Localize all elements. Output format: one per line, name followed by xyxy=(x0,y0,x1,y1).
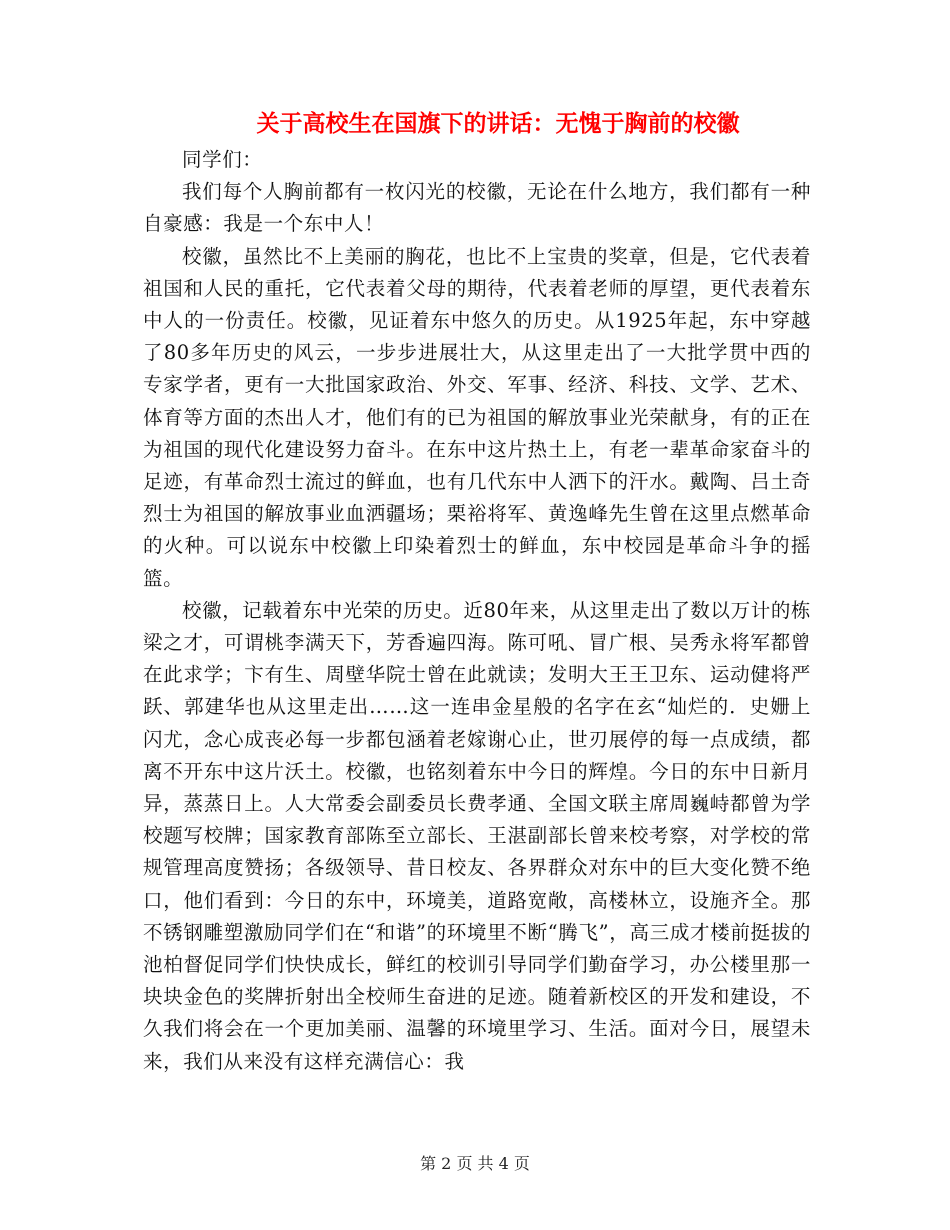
paragraph-1: 我们每个人胸前都有一枚闪光的校徽，无论在什么地方，我们都有一种自豪感：我是一个东中人！ xyxy=(143,180,811,236)
paragraph-3: 校徽，记载着东中光荣的历史。近80年来，从这里走出了数以万计的栋梁之才，可谓桃李满天下，芳香遍四海。陈可吼、冒广根、吴秀永将军都曾在此求学；卞有生、周壁华院士曾在此就读；发明大王王卫东、运动健将严跃、郭建华也从这里走出……这一连串金星般的名字在玄“灿烂的．史姗上闪尤，念心成丧必每一步都包涵着老嫁谢心止，世刃展停的每一点成绩，都离不开东中这片沃土。校徽，也铭刻着东中今日的辉煌。今日的东中日新月异，蒸蒸日上。人大常委会副委员长费孝通、全国文联主席周巍峙都曾为学校题写校牌；国家教育部陈至立部长、王湛副部长曾来校考察，对学校的常规管理高度赞扬；各级领导、昔日校友、各界群众对东中的巨大变化赞不绝口，他们看到：今日的东中，环境美，道路宽敞，高楼林立，设施齐全。那不锈钢雕塑激励同学们在“和谐”的环境里不断“腾飞”，高三成才楼前挺拔的池柏督促同学们快快成长，鲜红的校训引导同学们勤奋学习，办公楼里那一块块金色的奖牌折射出全校师生奋进的足迹。随着新校区的开发和建设，不久我们将会在一个更加美丽、温馨的环境里学习、生活。面对今日，展望未来，我们从来没有这样充满信心：我 xyxy=(143,598,812,1073)
document-body xyxy=(143,144,811,1078)
greeting: 同学们： xyxy=(182,148,263,171)
page-title: 关于高校生在国旗下的讲话：无愧于胸前的校徽 xyxy=(256,110,740,137)
paragraph-2: 校徽，虽然比不上美丽的胸花，也比不上宝贵的奖章，但是，它代表着祖国和人民的重托，它代表着父母的期待，代表着老师的厚望，更代表着东中人的一份责任。校徽，见证着东中悠久的历史。从1925年起，东中穿越了80多年历史的风云，一步步进展壮大，从这里走出了一大批学贯中西的专家学者，更有一大批国家政治、外交、军事、经济、科技、文学、艺术、体育等方面的杰出人才，他们有的已为祖国的解放事业光荣献身，有的正在为祖国的现代化建设努力奋斗。在东中这片热土上，有老一辈革命家奋斗的足迹，有革命烈士流过的鲜血，也有几代东中人洒下的汗水。戴陶、吕土奇烈士为祖国的解放事业血洒疆场；栗裕将军、黄逸峰先生曾在这里点燃革命的火种。可以说东中校徽上印染着烈士的鲜血，东中校园是革命斗争的摇篮。 xyxy=(143,244,811,590)
page-footer: 第 2 页 共 4 页 xyxy=(420,1154,530,1173)
